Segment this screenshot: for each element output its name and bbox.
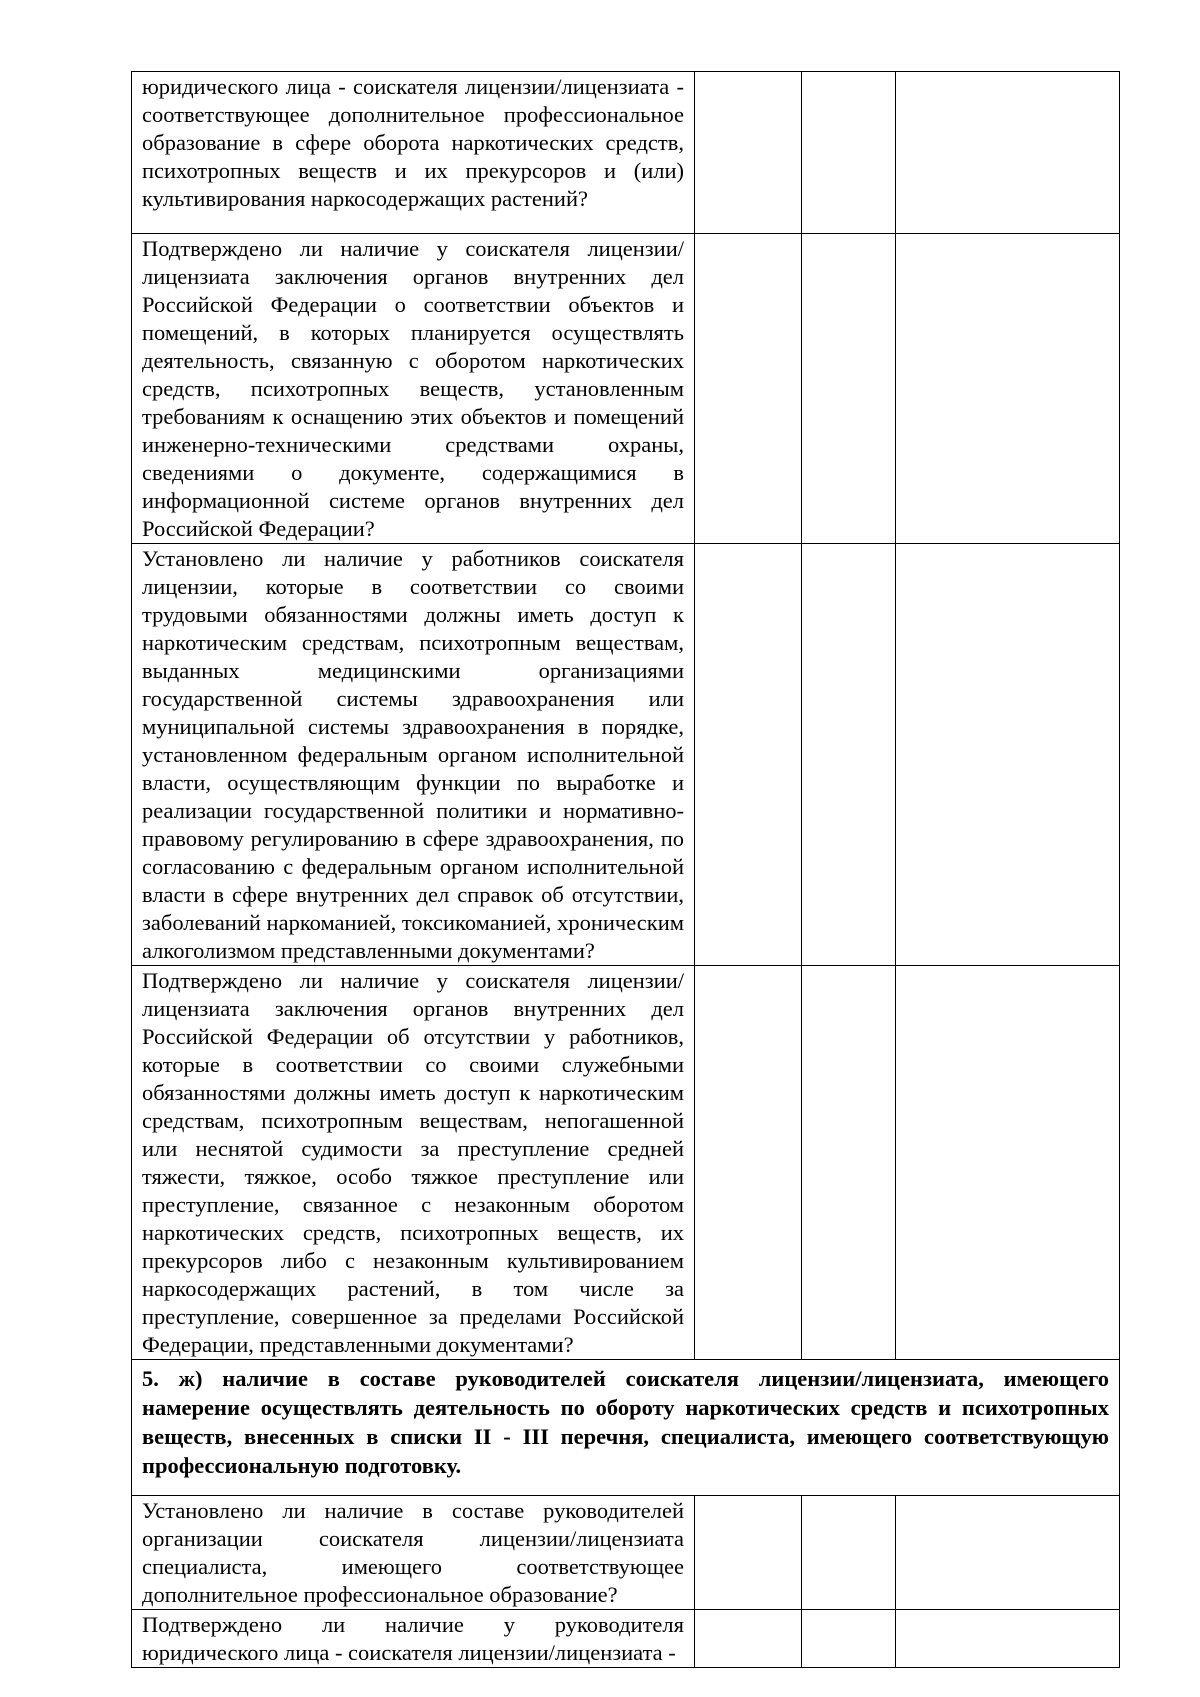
section-row <box>132 1360 1120 1496</box>
answer-yes-cell[interactable] <box>695 234 802 544</box>
answer-yes-cell[interactable] <box>695 72 802 234</box>
question-cell <box>132 544 695 966</box>
answer-yes-cell[interactable] <box>695 1610 802 1668</box>
answer-no-cell[interactable] <box>802 966 896 1360</box>
section-heading: 5. ж) наличие в составе руководителей соискателя лицензии/лицензиата, имеющего намерение осуществлять деятельность по обороту наркотических средств и психотропных веществ, внесенных в списки II - III перечня, специалиста, имеющего соответствующую профессиональную подготовку. <box>132 1360 1120 1496</box>
answer-no-cell[interactable] <box>802 1610 896 1668</box>
question-cell <box>132 72 695 234</box>
note-cell[interactable] <box>896 72 1120 234</box>
table-row <box>132 1610 1120 1668</box>
answer-yes-cell[interactable] <box>695 966 802 1360</box>
table-row <box>132 234 1120 544</box>
answer-yes-cell[interactable] <box>695 1496 802 1610</box>
question-cell <box>132 234 695 544</box>
answer-no-cell[interactable] <box>802 1496 896 1610</box>
table-row <box>132 966 1120 1360</box>
question-cell <box>132 1610 695 1668</box>
table-row <box>132 72 1120 234</box>
table-row <box>132 1496 1120 1610</box>
note-cell[interactable] <box>896 1496 1120 1610</box>
question-text: Подтверждено ли наличие у руководителя юридического лица - соискателя лицензии/лицензиата - <box>142 1612 684 1665</box>
question-cell <box>132 966 695 1360</box>
answer-no-cell[interactable] <box>802 544 896 966</box>
question-text: Подтверждено ли наличие у соискателя лицензии/лицензиата заключения органов внутренних дел Российской Федерации о соответствии объектов и помещений, в которых планируется осуществлять деятельность, связанную с оборотом наркотических средств, психотропных веществ, установленным требованиям к оснащению этих объектов и помещений инженерно-техническими средствами охраны, сведениями о документе, содержащимися в информационной системе органов внутренних дел Российской Федерации? <box>142 236 684 541</box>
note-cell[interactable] <box>896 544 1120 966</box>
answer-no-cell[interactable] <box>802 234 896 544</box>
question-cell <box>132 1496 695 1610</box>
answer-no-cell[interactable] <box>802 72 896 234</box>
note-cell[interactable] <box>896 234 1120 544</box>
table-row <box>132 544 1120 966</box>
question-text: Подтверждено ли наличие у соискателя лицензии/лицензиата заключения органов внутренних дел Российской Федерации об отсутствии у работников, которые в соответствии со своими служебными обязанностями должны иметь доступ к наркотическим средствам, психотропным веществам, непогашенной или неснятой судимости за преступление средней тяжести, тяжкое, особо тяжкое преступление или преступление, связанное с незаконным оборотом наркотических средств, психотропных веществ, их прекурсоров либо с незаконным культивированием наркосодержащих растений, в том числе за преступление, совершенное за пределами Российской Федерации, представленными документами? <box>142 968 684 1357</box>
question-text: юридического лица - соискателя лицензии/лицензиата - соответствующее дополнительное профессиональное образование в сфере оборота наркотических средств, психотропных веществ и их прекурсоров и (или) культивирования наркосодержащих растений? <box>142 74 684 211</box>
question-text: Установлено ли наличие у работников соискателя лицензии, которые в соответствии со своими трудовыми обязанностями должны иметь доступ к наркотическим средствам, психотропным веществам, выданных медицинскими организациями государственной системы здравоохранения или муниципальной системы здравоохранения в порядке, установленном федеральным органом исполнительной власти, осуществляющим функции по выработке и реализации государственной политики и нормативно-правовому регулированию в сфере здравоохранения, по согласованию с федеральным органом исполнительной власти в сфере внутренних дел справок об отсутствии, заболеваний наркоманией, токсикоманией, хроническим алкоголизмом представленными документами? <box>142 546 684 963</box>
question-text: Установлено ли наличие в составе руководителей организации соискателя лицензии/лицензиата специалиста, имеющего соответствующее дополнительное профессиональное образование? <box>142 1498 684 1607</box>
note-cell[interactable] <box>896 966 1120 1360</box>
answer-yes-cell[interactable] <box>695 544 802 966</box>
note-cell[interactable] <box>896 1610 1120 1668</box>
checklist-table <box>131 71 1120 1668</box>
